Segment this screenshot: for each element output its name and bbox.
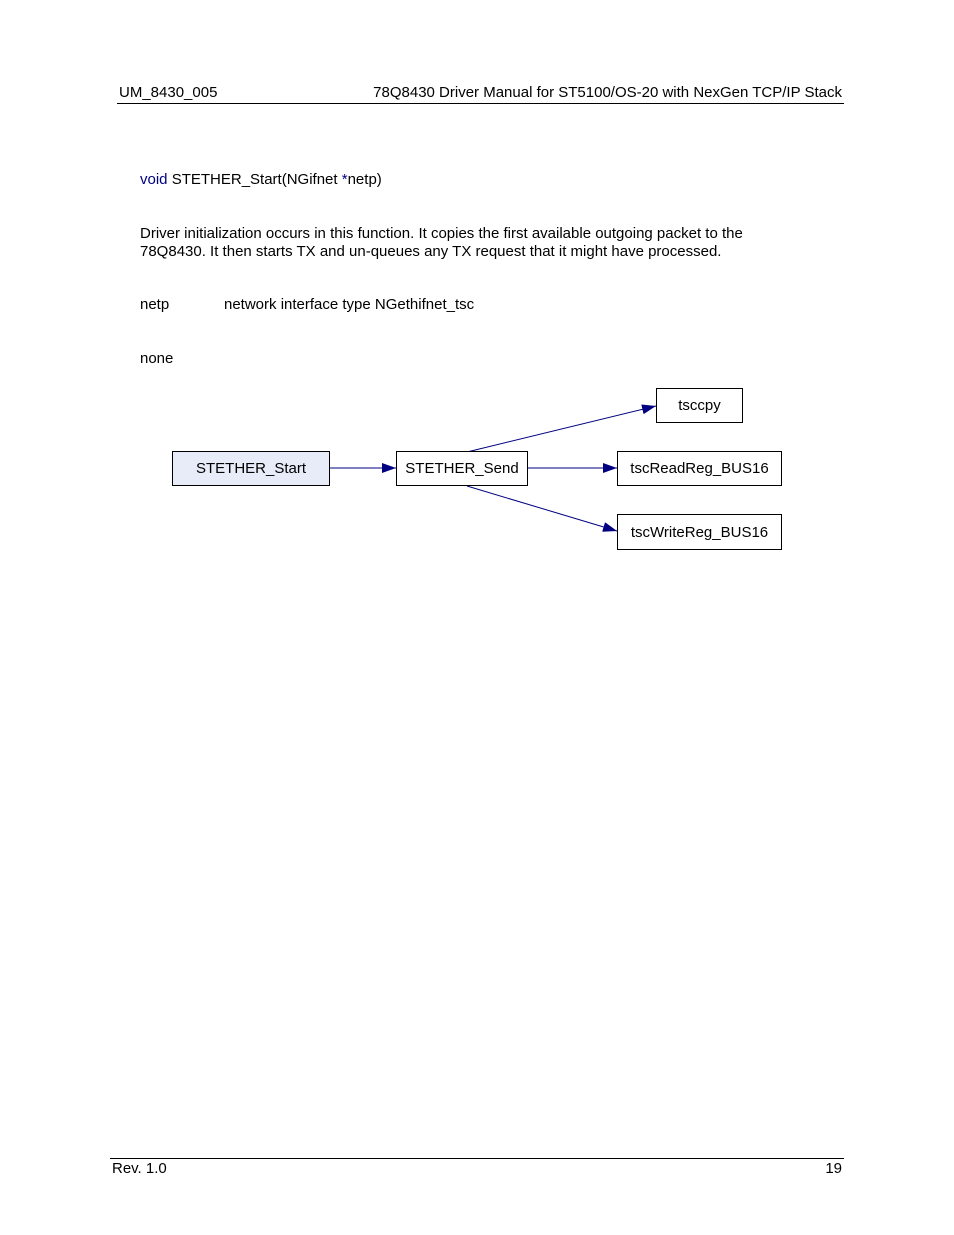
prototype-param: netp) [347, 171, 382, 188]
footer-page-number: 19 [825, 1160, 842, 1177]
edge-send-to-writereg [467, 486, 617, 531]
description-line-1: Driver initialization occurs in this function. It copies the first available outgoing packet to the [140, 225, 743, 242]
prototype-keyword: void [140, 171, 168, 188]
header-doc-id: UM_8430_005 [119, 84, 218, 101]
node-stether-start[interactable]: STETHER_Start [172, 451, 330, 486]
node-tscwritereg-bus16[interactable]: tscWriteReg_BUS16 [617, 514, 782, 550]
node-stether-send[interactable]: STETHER_Send [396, 451, 528, 486]
return-value: none [140, 350, 174, 367]
footer-rule [110, 1158, 844, 1159]
footer-revision: Rev. 1.0 [112, 1160, 167, 1177]
edge-send-to-tsccpy [467, 406, 656, 452]
header-title: 78Q8430 Driver Manual for ST5100/OS-20 with NexGen TCP/IP Stack [373, 84, 842, 101]
node-tsccpy[interactable]: tsccpy [656, 388, 743, 423]
param-description: network interface type NGethifnet_tsc [224, 296, 475, 313]
prototype-pointer: * [341, 171, 348, 188]
param-name: netp [140, 296, 170, 313]
node-tscreadreg-bus16[interactable]: tscReadReg_BUS16 [617, 451, 782, 486]
description-line-2: 78Q8430. It then starts TX and un-queues any TX request that it might have processed. [140, 243, 722, 260]
prototype-name: STETHER_Start(NGifnet [167, 171, 342, 188]
